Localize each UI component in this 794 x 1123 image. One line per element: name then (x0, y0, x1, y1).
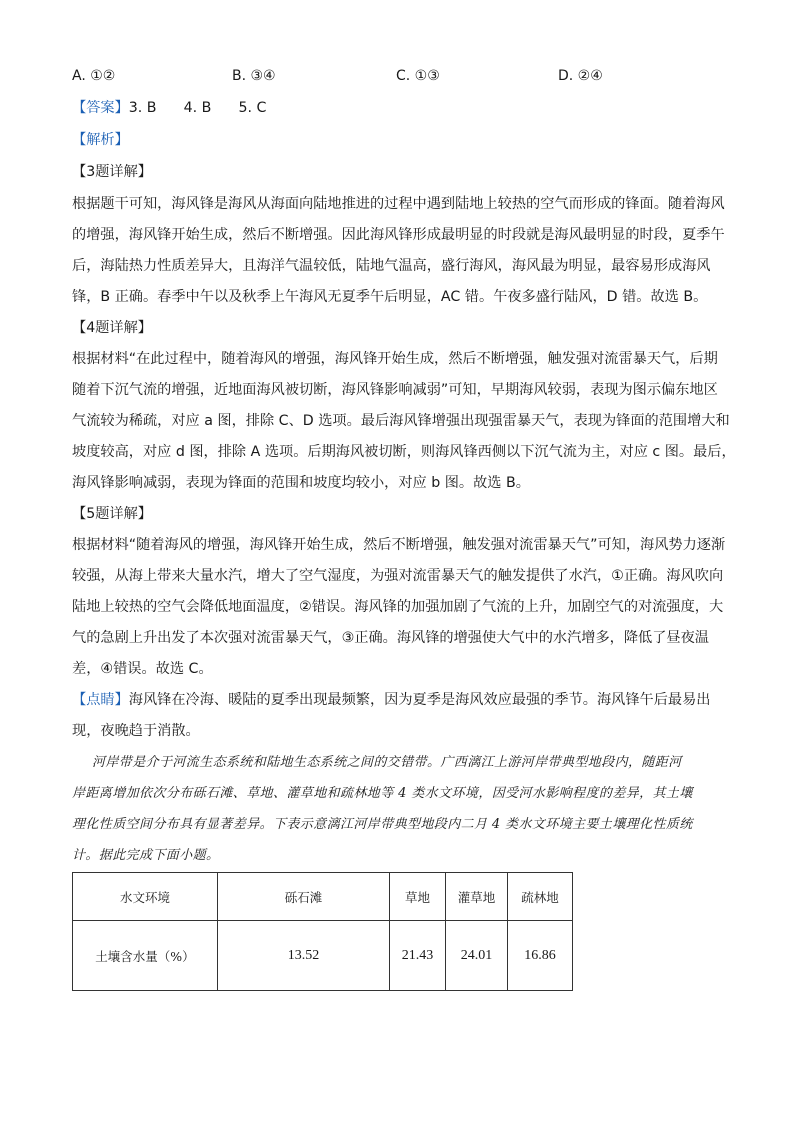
intro-line-1: 河岸带是介于河流生态系统和陆地生态系统之间的交错带。广西漓江上游河岸带典型地段内，随距河 (92, 755, 682, 770)
remark-line-1 (72, 690, 710, 710)
option-c: C. ①③ (396, 68, 440, 84)
option-a: A. ①② (72, 68, 116, 84)
table-header-cell: 灌草地 (446, 873, 508, 921)
q3-line-4: 锋，B 正确。春季中午以及秋季上午海风无夏季午后明显，AC 错。午夜多盛行陆风，D 错。故选 B。 (72, 289, 708, 305)
q4-heading: 【4题详解】 (72, 320, 152, 336)
q4-line-1: 根据材料“在此过程中，随着海风的增强，海风锋开始生成，然后不断增强，触发强对流雷暴天气，后期 (72, 351, 718, 367)
answer-line (72, 98, 266, 118)
q3-line-2: 的增强，海风锋开始生成，然后不断增强。因此海风锋形成最明显的时段就是海风最明显的时段，夏季午 (72, 227, 725, 243)
soil-table (72, 872, 573, 991)
table-header-cell: 草地 (390, 873, 446, 921)
table-header-cell: 砾石滩 (218, 873, 390, 921)
remark-line-2: 现，夜晚趋于消散。 (72, 723, 200, 739)
intro-line-3: 理化性质空间分布具有显著差异。下表示意漓江河岸带典型地段内二月 4 类水文环境主要土壤理化性质统 (72, 817, 693, 832)
q4-line-4: 坡度较高，对应 d 图，排除 A 选项。后期海风被切断，则海风锋西侧以下沉气流为主，对应 c 图。最后， (72, 444, 736, 460)
q5-line-3: 陆地上较热的空气会降低地面温度，②错误。海风锋的加强加剧了气流的上升，加剧空气的对流强度，大 (72, 599, 724, 615)
table-cell: 16.86 (508, 921, 573, 991)
q3-heading: 【3题详解】 (72, 164, 152, 180)
q4-line-5: 海风锋影响减弱，表现为锋面的范围和坡度均较小，对应 b 图。故选 B。 (72, 475, 530, 491)
answer-text: 3. B 4. B 5. C (128, 100, 267, 116)
q3-line-3: 后，海陆热力性质差异大，且海洋气温较低，陆地气温高，盛行海风，海风最为明显，最容易形成海风 (72, 258, 711, 274)
q5-line-1: 根据材料“随着海风的增强，海风锋开始生成，然后不断增强，触发强对流雷暴天气”可知，海风势力逐渐 (72, 537, 726, 553)
q3-line-1: 根据题干可知，海风锋是海风从海面向陆地推进的过程中遇到陆地上较热的空气而形成的锋面。随着海风 (72, 196, 725, 212)
q5-line-2: 较强，从海上带来大量水汽，增大了空气湿度，为强对流雷暴天气的触发提供了水汽，①正确。海风吹向 (72, 568, 724, 584)
remark-text-1: 海风锋在冷海、暖陆的夏季出现最频繁，因为夏季是海风效应最强的季节。海风锋午后最易出 (128, 692, 711, 708)
remark-label: 【点睛】 (72, 692, 129, 708)
analysis-label: 【解析】 (72, 132, 129, 148)
table-header-row (73, 873, 573, 921)
option-d: D. ②④ (558, 68, 603, 84)
table-row (73, 921, 573, 991)
q5-line-4: 气的急剧上升出发了本次强对流雷暴天气，③正确。海风锋的增强使大气中的水汽增多，降低了昼夜温 (72, 630, 709, 646)
q4-line-2: 随着下沉气流的增强，近地面海风被切断，海风锋影响减弱”可知，早期海风较弱，表现为图示偏东地区 (72, 382, 718, 398)
q4-line-3: 气流较为稀疏，对应 a 图，排除 C、D 选项。最后海风锋增强出现强雷暴天气，表现为锋面的范围增大和 (72, 413, 730, 429)
intro-line-2: 岸距离增加依次分布砾石滩、草地、灌草地和疏林地等 4 类水文环境，因受河水影响程度的差异，其土壤 (72, 786, 693, 801)
answer-label: 【答案】 (72, 100, 129, 116)
q5-line-5: 差，④错误。故选 C。 (72, 661, 213, 677)
table-header-cell: 水文环境 (73, 873, 218, 921)
q5-heading: 【5题详解】 (72, 506, 152, 522)
table-cell: 24.01 (446, 921, 508, 991)
table-cell: 21.43 (390, 921, 446, 991)
intro-line-4: 计。据此完成下面小题。 (72, 848, 220, 863)
option-b: B. ③④ (232, 68, 276, 84)
table-cell: 13.52 (218, 921, 390, 991)
table-header-cell: 疏林地 (508, 873, 573, 921)
table-row-label: 土壤含水量（%） (73, 921, 218, 991)
